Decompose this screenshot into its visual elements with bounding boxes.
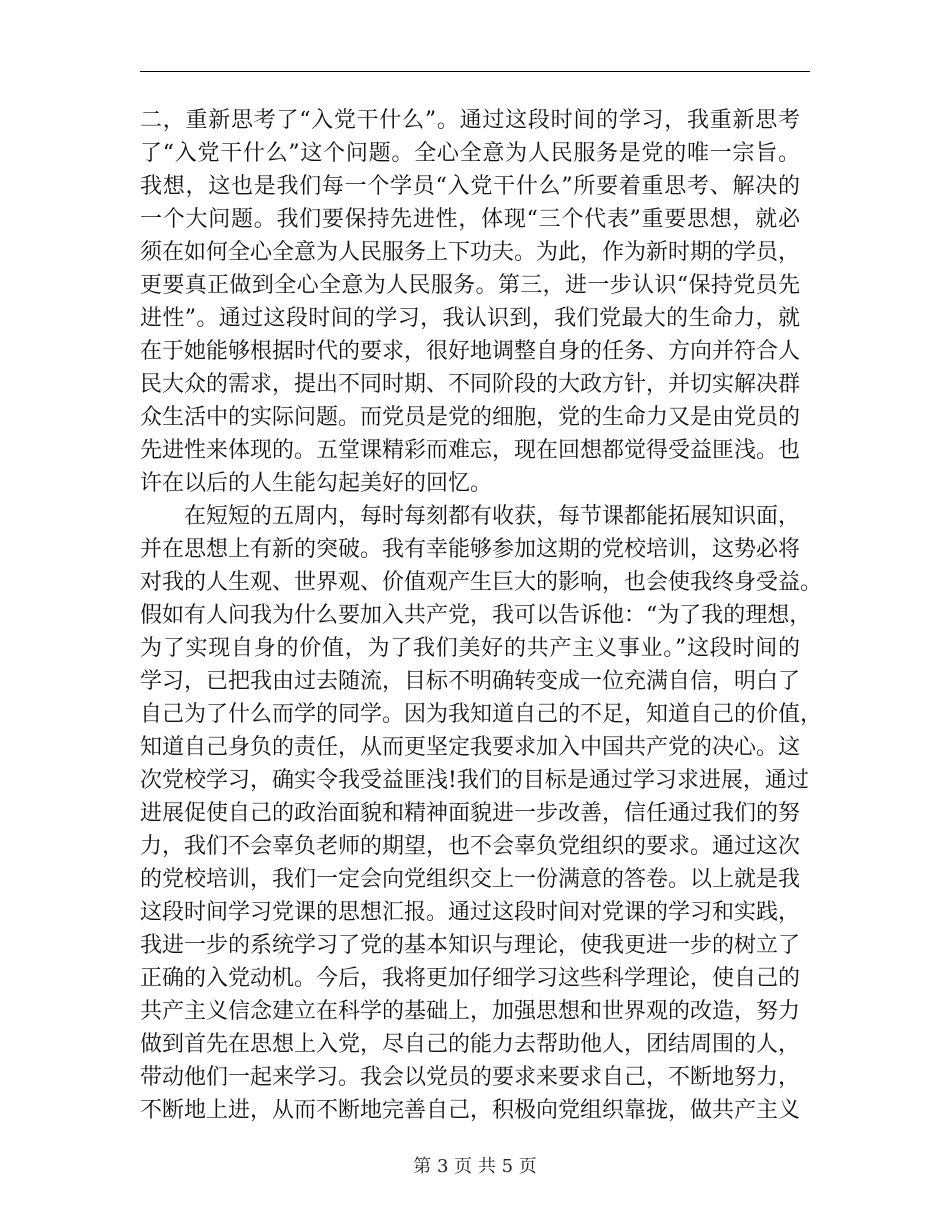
text-line: 众生活中的实际问题。而党员是党的细胞，党的生命力又是由党员的 xyxy=(140,405,801,430)
text-line: 不断地上进，从而不断地完善自己，积极向党组织靠拢，做共产主义 xyxy=(140,1098,801,1123)
paragraph-2 xyxy=(140,500,823,1127)
text-line: 先进性来体现的。五堂课精彩而难忘，现在回想都觉得受益匪浅。也 xyxy=(140,438,801,463)
text-line: 进展促使自己的政治面貌和精神面貌进一步改善，信任通过我们的努 xyxy=(140,801,801,826)
text-line: 二，重新思考了“入党干什么”。通过这段时间的学习，我重新思考 xyxy=(140,108,800,133)
text-line: 我想，这也是我们每一个学员“入党干什么”所要着重思考、解决的 xyxy=(140,174,800,199)
text-line: 这段时间学习党课的思想汇报。通过这段时间对党课的学习和实践， xyxy=(140,900,801,925)
text-line: 对我的人生观、世界观、价值观产生巨大的影响，也会使我终身受益。 xyxy=(140,570,823,595)
text-line: 假如有人问我为什么要加入共产党，我可以告诉他：“为了我的理想， xyxy=(140,603,812,628)
text-line: 在于她能够根据时代的要求，很好地调整自身的任务、方向并符合人 xyxy=(140,339,801,364)
text-line: 进性”。通过这段时间的学习，我认识到，我们党最大的生命力，就 xyxy=(140,306,800,331)
text-line: 民大众的需求，提出不同时期、不同阶段的大政方针，并切实解决群 xyxy=(140,372,801,397)
text-line: 为了实现自身的价值，为了我们美好的共产主义事业。”这段时间的 xyxy=(140,636,800,661)
text-line: 并在思想上有新的突破。我有幸能够参加这期的党校培训，这势必将 xyxy=(140,537,801,562)
text-line: 在短短的五周内，每时每刻都有收获，每节课都能拓展知识面， xyxy=(184,504,801,529)
text-line: 做到首先在思想上入党，尽自己的能力去帮助他人，团结周围的人， xyxy=(140,1032,801,1057)
text-line: 共产主义信念建立在科学的基础上，加强思想和世界观的改造，努力 xyxy=(140,999,801,1024)
text-line: 次党校学习，确实令我受益匪浅!我们的目标是通过学习求进展，通过 xyxy=(140,768,809,793)
header-rule xyxy=(140,71,810,72)
text-line: 了“入党干什么”这个问题。全心全意为人民服务是党的唯一宗旨。 xyxy=(140,141,800,166)
text-line: 带动他们一起来学习。我会以党员的要求来要求自己，不断地努力， xyxy=(140,1065,801,1090)
text-line: 一个大问题。我们要保持先进性，体现“三个代表”重要思想，就必 xyxy=(140,207,800,232)
text-line: 自己为了什么而学的同学。因为我知道自己的不足，知道自己的价值， xyxy=(140,702,823,727)
text-line: 正确的入党动机。今后，我将更加仔细学习这些科学理论，使自己的 xyxy=(140,966,801,991)
text-line: 许在以后的人生能勾起美好的回忆。 xyxy=(140,471,493,496)
text-line: 须在如何全心全意为人民服务上下功夫。为此，作为新时期的学员， xyxy=(140,240,801,265)
paragraph-1 xyxy=(140,104,800,500)
text-line: 知道自己身负的责任，从而更坚定我要求加入中国共产党的决心。这 xyxy=(140,735,801,760)
text-line: 力，我们不会辜负老师的期望，也不会辜负党组织的要求。通过这次 xyxy=(140,834,801,859)
text-line: 学习，已把我由过去随流，目标不明确转变成一位充满自信，明白了 xyxy=(140,669,801,694)
page-number-footer: 第 3 页 共 5 页 xyxy=(413,1156,537,1177)
text-line: 的党校培训，我们一定会向党组织交上一份满意的答卷。以上就是我 xyxy=(140,867,801,892)
text-line: 我进一步的系统学习了党的基本知识与理论，使我更进一步的树立了 xyxy=(140,933,801,958)
document-body xyxy=(140,104,823,1127)
text-line: 更要真正做到全心全意为人民服务。第三，进一步认识“保持党员先 xyxy=(140,273,800,298)
